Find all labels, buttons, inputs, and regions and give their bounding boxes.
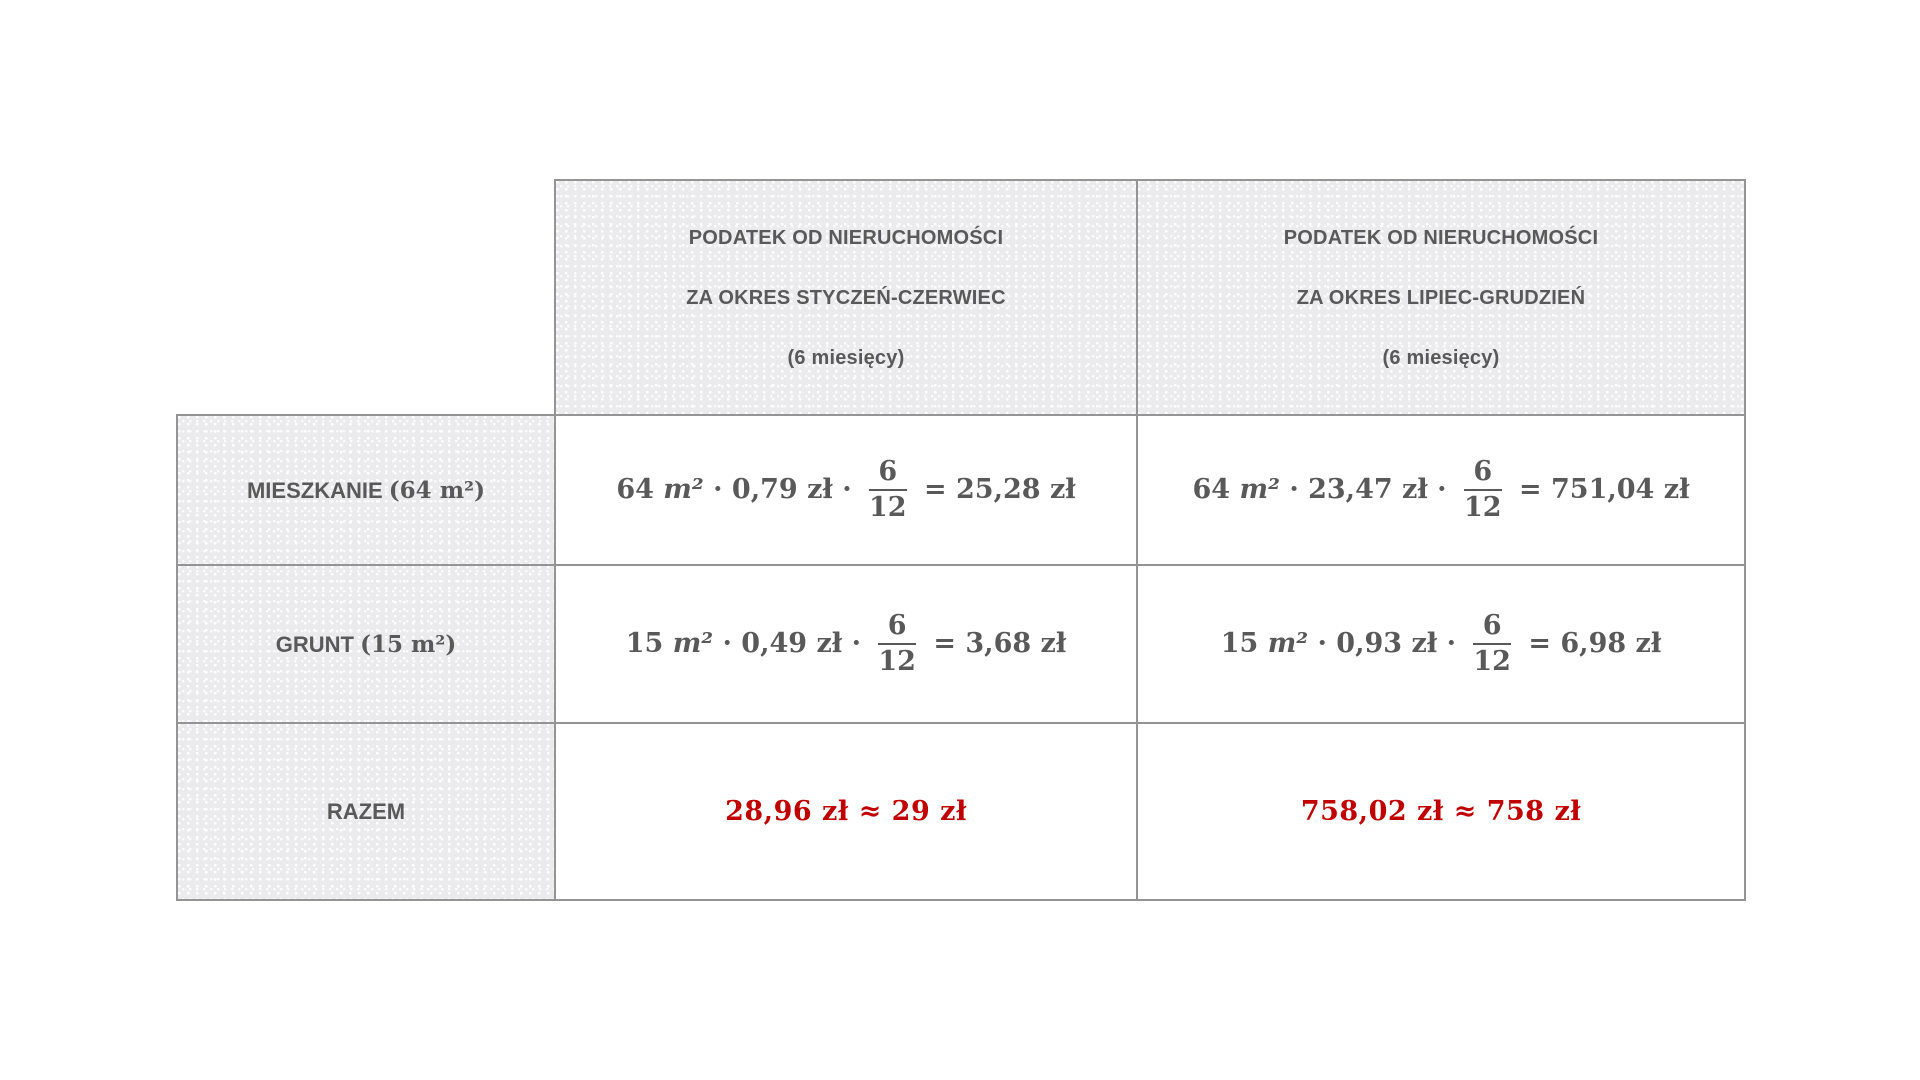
table-row-total — [177, 723, 1745, 900]
formula — [616, 455, 1076, 523]
fraction-denominator: 12 — [869, 492, 907, 523]
property-tax-table — [176, 179, 1746, 901]
total-styczen-czerwiec — [555, 723, 1137, 900]
total-value: 758,02 zł ≈ 758 zł — [1300, 796, 1582, 827]
fraction-denominator: 12 — [878, 646, 916, 677]
fraction-numerator: 6 — [878, 612, 916, 645]
empty-corner-cell — [177, 180, 555, 415]
formula — [625, 609, 1067, 677]
formula-result: = 25,28 zł — [923, 473, 1076, 505]
table-row — [177, 415, 1745, 565]
fraction-numerator: 6 — [869, 458, 907, 491]
row-label-grunt — [177, 565, 555, 723]
formula-result: = 3,68 zł — [933, 627, 1067, 659]
row-label-text: GRUNT — [275, 631, 354, 657]
row-label-text: RAZEM — [326, 798, 406, 824]
formula-grunt-h2 — [1137, 565, 1745, 723]
header-line-2: ZA OKRES STYCZEŃ-CZERWIEC — [686, 286, 1006, 309]
formula-unit: m² — [1239, 473, 1280, 505]
header-line-2: ZA OKRES LIPIEC-GRUDZIEŃ — [1296, 286, 1586, 309]
formula-mieszkanie-h2 — [1137, 415, 1745, 565]
row-label-text: MIESZKANIE — [246, 477, 383, 503]
formula-mieszkanie-h1 — [555, 415, 1137, 565]
formula-unit: m² — [663, 473, 704, 505]
header-line-1: PODATEK OD NIERUCHOMOŚCI — [688, 226, 1004, 249]
formula — [1220, 609, 1662, 677]
col-header-styczen-czerwiec — [555, 180, 1137, 415]
header-line-3: (6 miesięcy) — [1382, 346, 1500, 369]
fraction — [878, 609, 916, 677]
formula-lead: 64 — [616, 473, 654, 505]
formula-result: = 6,98 zł — [1528, 627, 1662, 659]
row-label-size: (15 m²) — [360, 630, 457, 658]
header-lines — [1138, 182, 1744, 413]
formula-mid: · 0,79 zł · — [713, 473, 852, 505]
header-lines — [556, 182, 1136, 413]
formula-unit: m² — [1267, 627, 1309, 659]
header-line-1: PODATEK OD NIERUCHOMOŚCI — [1283, 226, 1599, 249]
fraction — [1473, 609, 1511, 677]
total-lipiec-grudzien — [1137, 723, 1745, 900]
formula — [1192, 455, 1690, 523]
row-label-mieszkanie — [177, 415, 555, 565]
col-header-lipiec-grudzien — [1137, 180, 1745, 415]
fraction — [869, 455, 907, 523]
fraction-denominator: 12 — [1464, 492, 1502, 523]
fraction — [1464, 455, 1502, 523]
fraction-numerator: 6 — [1464, 458, 1502, 491]
table-row — [177, 565, 1745, 723]
formula-mid: · 0,93 zł · — [1317, 627, 1456, 659]
row-label-razem — [177, 723, 555, 900]
total-value: 28,96 zł ≈ 29 zł — [725, 796, 967, 827]
fraction-numerator: 6 — [1473, 612, 1511, 645]
formula-lead: 15 — [625, 627, 664, 659]
header-line-3: (6 miesięcy) — [787, 346, 905, 369]
row-label-size: (64 m²) — [388, 476, 485, 504]
fraction-denominator: 12 — [1473, 646, 1511, 677]
formula-result: = 751,04 zł — [1518, 473, 1690, 505]
formula-unit: m² — [672, 627, 714, 659]
formula-lead: 15 — [1220, 627, 1259, 659]
formula-grunt-h1 — [555, 565, 1137, 723]
formula-lead: 64 — [1192, 473, 1231, 505]
formula-mid: · 23,47 zł · — [1289, 473, 1447, 505]
formula-mid: · 0,49 zł · — [722, 627, 861, 659]
